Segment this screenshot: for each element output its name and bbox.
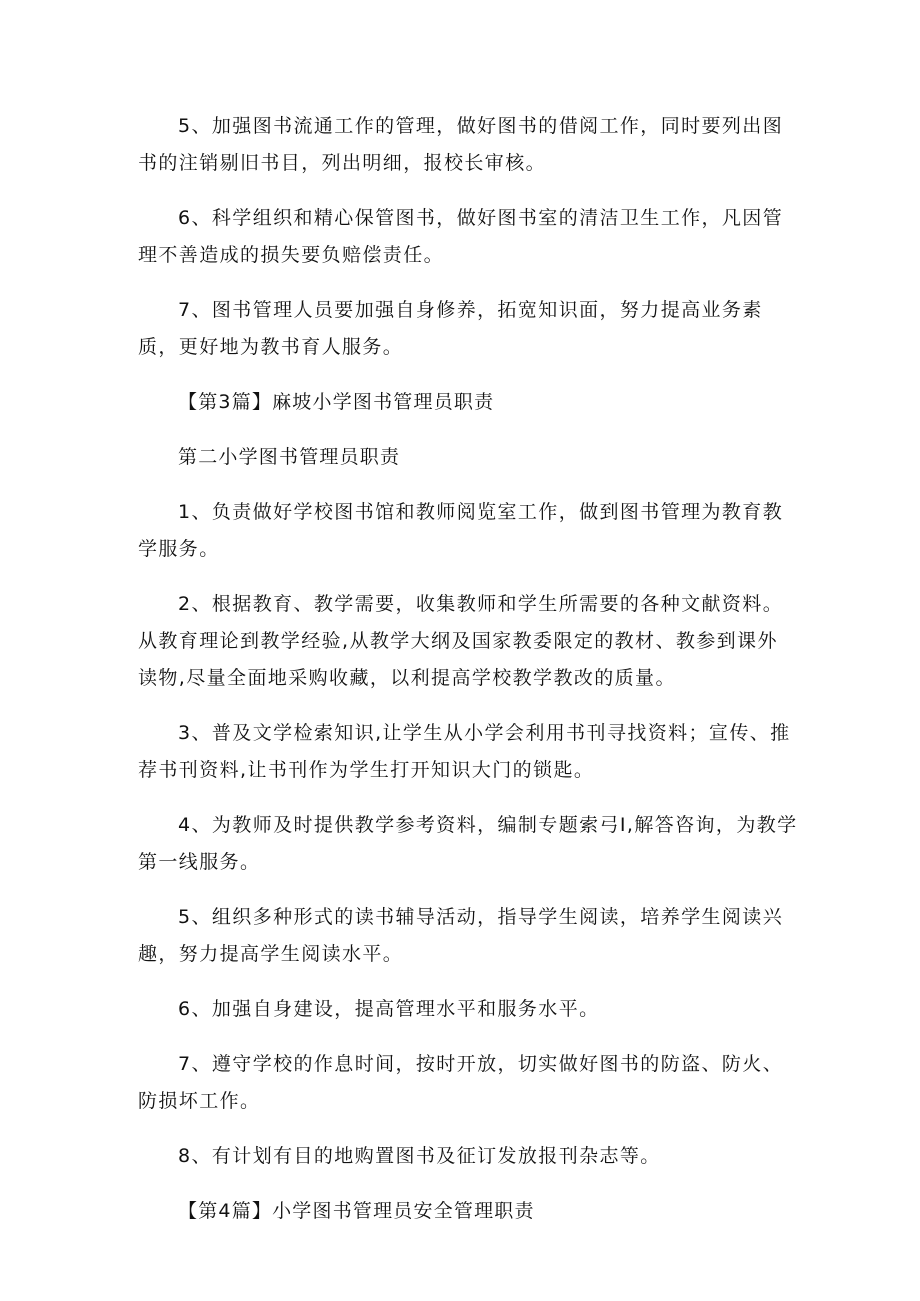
list-item: 7、遵守学校的作息时间，按时开放，切实做好图书的防盗、防火、防损坏工作。 bbox=[138, 1053, 784, 1112]
list-item: 6、加强自身建设，提高管理水平和服务水平。 bbox=[178, 998, 600, 1020]
chapter-3-heading: 【第3篇】麻坡小学图书管理员职责 bbox=[178, 391, 495, 413]
list-item: 6、科学组织和精心保管图书，做好图书室的清洁卫生工作，凡因管理不善造成的损失要负赔偿责任。 bbox=[138, 207, 784, 266]
list-item: 7、图书管理人员要加强自身修养，拓宽知识面，努力提高业务素质，更好地为教书育人服务。 bbox=[138, 299, 763, 358]
list-item: 5、加强图书流通工作的管理，做好图书的借阅工作，同时要列出图书的注销剔旧书目，列出明细，报校长审核。 bbox=[138, 115, 784, 174]
document-body bbox=[138, 108, 798, 1248]
list-item: 2、根据教育、教学需要，收集教师和学生所需要的各种文献资料。从教育理论到教学经验,从教学大纲及国家教委限定的教材、教参到课外读物,尽量全面地采购收藏，以利提高学校教学教改的质量。 bbox=[138, 593, 784, 689]
list-item: 1、负责做好学校图书馆和教师阅览室工作，做到图书管理为教育教学服务。 bbox=[138, 501, 784, 560]
list-item: 4、为教师及时提供教学参考资料，编制专题索弓I,解答咨询，为教学第一线服务。 bbox=[138, 814, 798, 873]
list-item: 8、有计划有目的地购置图书及征订发放报刊杂志等。 bbox=[178, 1145, 661, 1167]
list-item: 3、普及文学检索知识,让学生从小学会利用书刊寻找资料；宣传、推荐书刊资料,让书刊作为学生打开知识大门的锁匙。 bbox=[138, 722, 791, 781]
list-item: 5、组织多种形式的读书辅导活动，指导学生阅读，培养学生阅读兴趣，努力提高学生阅读水平。 bbox=[138, 906, 784, 965]
chapter-4-heading: 【第4篇】小学图书管理员安全管理职责 bbox=[178, 1200, 535, 1222]
chapter-3-subtitle: 第二小学图书管理员职责 bbox=[178, 446, 401, 468]
